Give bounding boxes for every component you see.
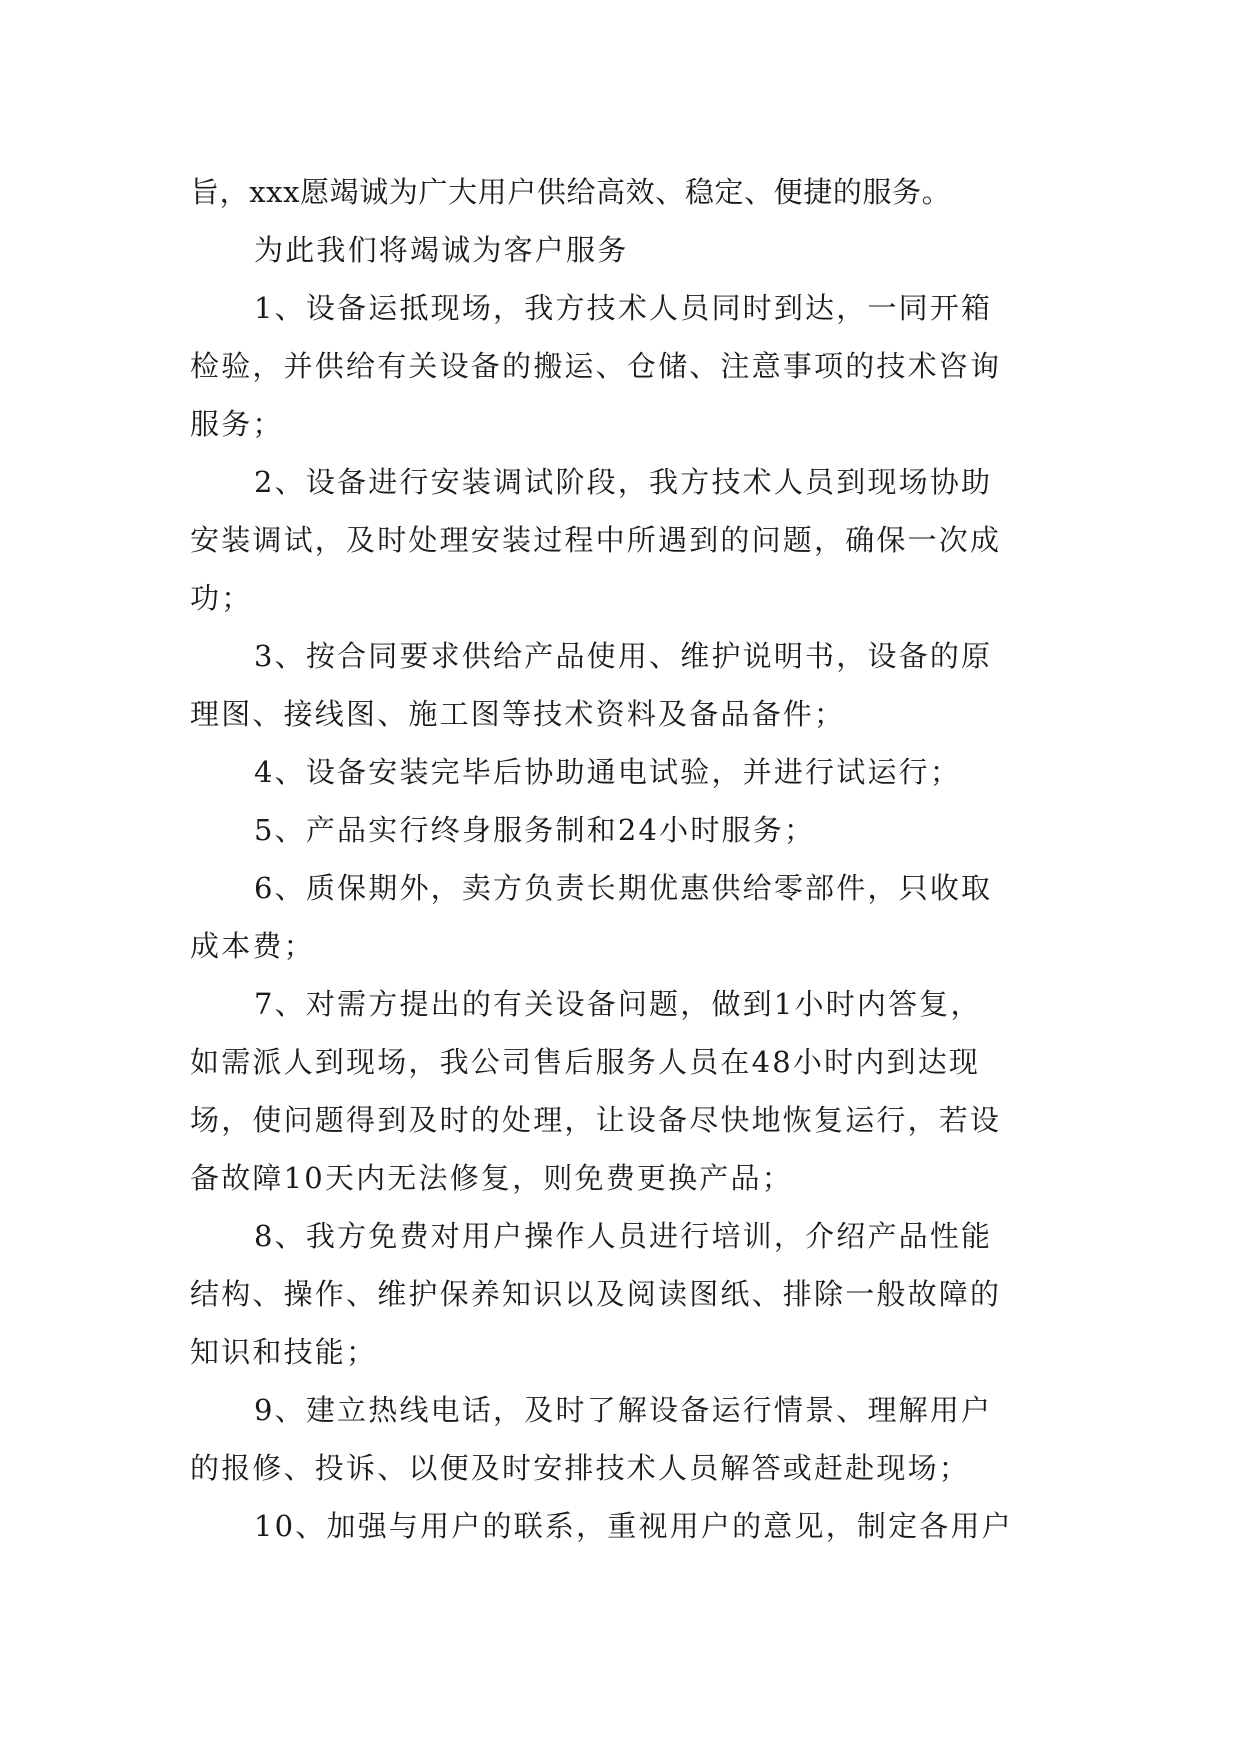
text-line: 成本费； (190, 929, 315, 963)
text-line: 如需派人到现场，我公司售后服务人员在48小时内到达现 (190, 1045, 981, 1079)
text-line: 8、我方免费对用户操作人员进行培训，介绍产品性能 (254, 1219, 993, 1253)
text-line: 结构、操作、维护保养知识以及阅读图纸、排除一般故障的 (190, 1277, 1002, 1311)
document-body (190, 163, 1050, 1555)
text-line: 备故障10天内无法修复，则免费更换产品； (190, 1161, 793, 1195)
text-line: 7、对需方提出的有关设备问题，做到1小时内答复， (254, 987, 982, 1021)
text-line: 9、建立热线电话，及时了解设备运行情景、理解用户 (254, 1393, 993, 1427)
text-line: 知识和技能； (190, 1335, 378, 1369)
text-line: 服务； (190, 407, 284, 441)
text-line: 10、加强与用户的联系，重视用户的意见，制定各用户 (254, 1509, 1013, 1543)
text-line: 旨，xxx愿竭诚为广大用户供给高效、稳定、便捷的服务。 (190, 175, 952, 209)
text-line: 的报修、投诉、以便及时安排技术人员解答或赶赴现场； (190, 1451, 971, 1485)
text-line: 安装调试，及时处理安装过程中所遇到的问题，确保一次成 (190, 523, 1002, 557)
text-line: 3、按合同要求供给产品使用、维护说明书，设备的原 (254, 639, 993, 673)
text-line: 2、设备进行安装调试阶段，我方技术人员到现场协助 (254, 465, 993, 499)
text-line: 4、设备安装完毕后协助通电试验，并进行试运行； (254, 755, 962, 789)
text-line: 检验，并供给有关设备的搬运、仓储、注意事项的技术咨询 (190, 349, 1002, 383)
text-line: 场，使问题得到及时的处理，让设备尽快地恢复运行，若设 (190, 1103, 1002, 1137)
text-line: 1、设备运抵现场，我方技术人员同时到达，一同开箱 (254, 291, 993, 325)
text-line: 理图、接线图、施工图等技术资料及备品备件； (190, 697, 846, 731)
text-line: 为此我们将竭诚为客户服务 (254, 233, 629, 267)
text-line: 6、质保期外，卖方负责长期优惠供给零部件，只收取 (254, 871, 993, 905)
text-line: 5、产品实行终身服务制和24小时服务； (254, 813, 816, 847)
text-line: 功； (190, 581, 253, 615)
